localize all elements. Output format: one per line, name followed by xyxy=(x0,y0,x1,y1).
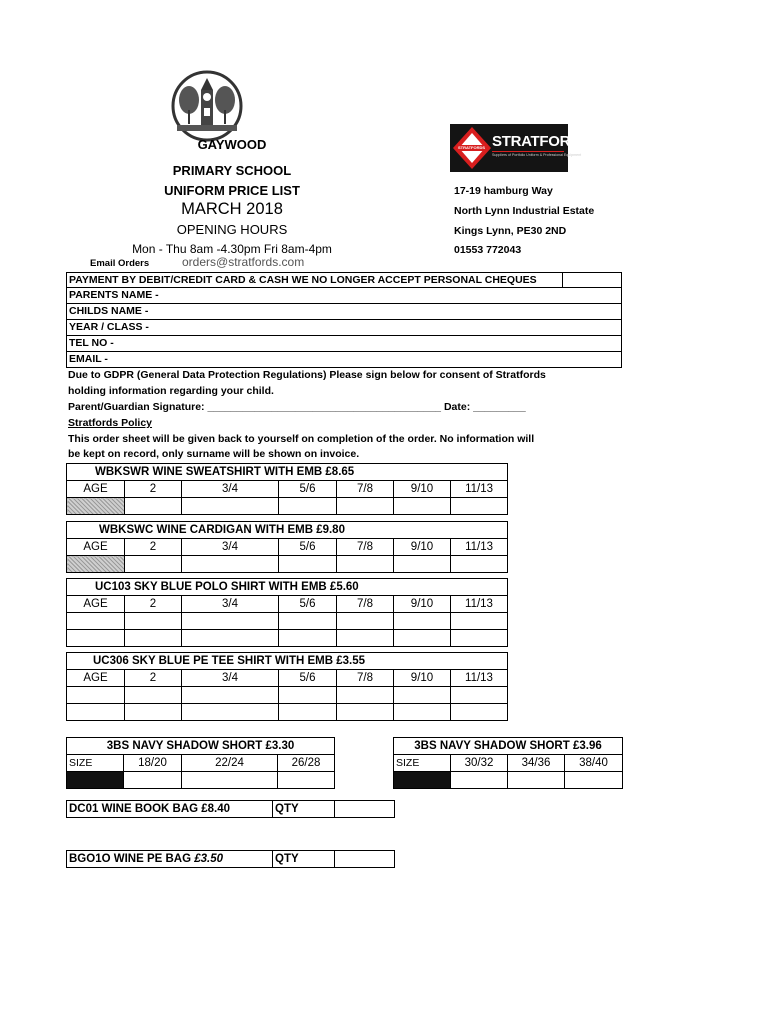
size-option: 5/6 xyxy=(279,670,337,687)
opening-hours-label: OPENING HOURS xyxy=(176,222,288,237)
quantity-cell[interactable] xyxy=(182,772,278,789)
size-option: 2 xyxy=(125,481,182,498)
size-option: 7/8 xyxy=(337,539,394,556)
quantity-cell[interactable] xyxy=(394,613,451,630)
size-header-row xyxy=(67,481,508,498)
quantity-cell[interactable] xyxy=(125,613,182,630)
payment-note: PAYMENT BY DEBIT/CREDIT CARD & CASH WE NO LONGER ACCEPT PERSONAL CHEQUES xyxy=(69,274,537,286)
parents-name-label: PARENTS NAME - xyxy=(69,289,159,301)
quantity-row xyxy=(67,687,508,704)
email-field[interactable] xyxy=(67,352,621,368)
quantity-cell[interactable] xyxy=(394,498,451,515)
price-list-date: MARCH 2018 xyxy=(181,200,283,218)
size-label: SIZE xyxy=(394,755,451,772)
size-option: 7/8 xyxy=(337,596,394,613)
product-name: BGO1O WINE PE BAG xyxy=(69,852,195,865)
size-option: 5/6 xyxy=(279,596,337,613)
quantity-cell[interactable] xyxy=(279,613,337,630)
quantity-cell[interactable] xyxy=(335,851,395,868)
document-title: UNIFORM PRICE LIST xyxy=(164,183,300,198)
quantity-cell[interactable] xyxy=(125,498,182,515)
quantity-row xyxy=(394,772,623,789)
shaded-cell xyxy=(67,772,124,789)
quantity-cell[interactable] xyxy=(394,704,451,721)
quantity-cell[interactable] xyxy=(125,630,182,647)
quantity-cell[interactable] xyxy=(337,704,394,721)
quantity-cell[interactable] xyxy=(451,556,508,573)
product-title: 3BS NAVY SHADOW SHORT £3.96 xyxy=(394,738,623,755)
quantity-cell[interactable] xyxy=(451,687,508,704)
quantity-cell[interactable] xyxy=(125,556,182,573)
address-line-1: 17-19 hamburg Way xyxy=(454,185,553,197)
quantity-cell[interactable] xyxy=(67,687,125,704)
logo-tagline: Suppliers of Portfolio Uniform & Professional Equipment xyxy=(492,153,582,157)
quantity-cell[interactable] xyxy=(125,687,182,704)
size-option: 34/36 xyxy=(508,755,565,772)
size-option: 2 xyxy=(125,670,182,687)
qty-label: QTY xyxy=(273,801,335,818)
quantity-cell[interactable] xyxy=(337,613,394,630)
tel-no-label: TEL NO - xyxy=(69,337,114,349)
size-option: 3/4 xyxy=(182,670,279,687)
size-option: 22/24 xyxy=(182,755,278,772)
email-label: EMAIL - xyxy=(69,353,108,365)
quantity-cell[interactable] xyxy=(182,556,279,573)
quantity-cell[interactable] xyxy=(182,613,279,630)
product-title: WBKSWC WINE CARDIGAN WITH EMB £9.80 xyxy=(67,522,508,539)
year-class-field[interactable] xyxy=(67,320,621,336)
email-orders-label: Email Orders xyxy=(90,258,150,269)
size-option: 5/6 xyxy=(279,539,337,556)
size-option: 11/13 xyxy=(451,539,508,556)
product-title xyxy=(67,851,273,868)
quantity-cell[interactable] xyxy=(451,613,508,630)
size-header-row xyxy=(67,670,508,687)
size-option: 18/20 xyxy=(124,755,182,772)
size-option: 7/8 xyxy=(337,670,394,687)
quantity-row xyxy=(67,704,508,721)
product-title: 3BS NAVY SHADOW SHORT £3.30 xyxy=(67,738,335,755)
quantity-cell[interactable] xyxy=(394,687,451,704)
size-option: 11/13 xyxy=(451,596,508,613)
logo-wordmark: STRATFORDS xyxy=(492,133,591,150)
quantity-cell[interactable] xyxy=(182,704,279,721)
quantity-cell[interactable] xyxy=(279,498,337,515)
size-option: 30/32 xyxy=(451,755,508,772)
gdpr-line-2: holding information regarding your child. xyxy=(68,385,274,397)
size-option: 11/13 xyxy=(451,670,508,687)
quantity-cell[interactable] xyxy=(182,630,279,647)
stratfords-logo xyxy=(450,124,591,172)
quantity-cell[interactable] xyxy=(565,772,623,789)
quantity-cell[interactable] xyxy=(335,801,395,818)
size-option: 26/28 xyxy=(278,755,335,772)
shaded-cell xyxy=(67,498,125,515)
size-option: 9/10 xyxy=(394,481,451,498)
school-name: GAYWOOD xyxy=(197,137,267,152)
size-header-row xyxy=(67,539,508,556)
product-table-sweatshirt xyxy=(66,463,508,515)
product-table-polo-shirt xyxy=(66,578,508,647)
school-type: PRIMARY SCHOOL xyxy=(172,163,292,178)
quantity-cell[interactable] xyxy=(394,630,451,647)
size-option: 5/6 xyxy=(279,481,337,498)
shaded-cell xyxy=(67,556,125,573)
quantity-cell[interactable] xyxy=(451,498,508,515)
tel-no-field[interactable] xyxy=(67,336,621,352)
size-header-row xyxy=(394,755,623,772)
quantity-row xyxy=(67,498,508,515)
size-option: 9/10 xyxy=(394,670,451,687)
quantity-cell[interactable] xyxy=(337,630,394,647)
quantity-cell[interactable] xyxy=(182,498,279,515)
quantity-row xyxy=(67,630,508,647)
policy-line-1: This order sheet will be given back to yourself on completion of the order. No information will xyxy=(68,433,535,445)
address-line-2: North Lynn Industrial Estate xyxy=(454,205,595,217)
opening-hours: Mon - Thu 8am -4.30pm Fri 8am-4pm xyxy=(132,242,332,256)
quantity-cell[interactable] xyxy=(279,687,337,704)
quantity-cell[interactable] xyxy=(279,704,337,721)
childs-name-label: CHILDS NAME - xyxy=(69,305,149,317)
size-option: 7/8 xyxy=(337,481,394,498)
size-option: 3/4 xyxy=(182,539,279,556)
size-option: 11/13 xyxy=(451,481,508,498)
size-label: AGE xyxy=(67,539,125,556)
product-price: £3.50 xyxy=(194,852,224,865)
year-class-label: YEAR / CLASS - xyxy=(69,321,149,333)
product-table-cardigan xyxy=(66,521,508,573)
size-label: AGE xyxy=(67,481,125,498)
quantity-cell[interactable] xyxy=(279,556,337,573)
customer-details-form xyxy=(66,272,622,368)
policy-title: Stratfords Policy xyxy=(68,417,153,429)
supplier-phone: 01553 772043 xyxy=(454,244,522,256)
quantity-cell[interactable] xyxy=(67,704,125,721)
product-title: UC103 SKY BLUE POLO SHIRT WITH EMB £5.60 xyxy=(67,579,508,596)
gdpr-line-1: Due to GDPR (General Data Protection Regulations) Please sign below for consent of Stratfords xyxy=(68,369,546,381)
product-title: WBKSWR WINE SWEATSHIRT WITH EMB £8.65 xyxy=(67,464,508,481)
quantity-cell[interactable] xyxy=(337,687,394,704)
size-label: SIZE xyxy=(67,755,124,772)
quantity-cell[interactable] xyxy=(125,704,182,721)
quantity-cell[interactable] xyxy=(124,772,182,789)
product-table-shorts-large xyxy=(393,737,623,789)
orders-email[interactable]: orders@stratfords.com xyxy=(182,255,305,269)
quantity-row xyxy=(67,772,335,789)
size-header-row xyxy=(67,596,508,613)
size-option: 9/10 xyxy=(394,596,451,613)
size-option: 38/40 xyxy=(565,755,623,772)
quantity-cell[interactable] xyxy=(67,613,125,630)
quantity-cell[interactable] xyxy=(67,630,125,647)
quantity-row xyxy=(67,556,508,573)
quantity-cell[interactable] xyxy=(279,630,337,647)
shaded-cell xyxy=(394,772,451,789)
logo-rule xyxy=(492,151,564,152)
size-label: AGE xyxy=(67,670,125,687)
signature-line[interactable]: Parent/Guardian Signature: ________________________________________ Date: _________ xyxy=(68,401,526,413)
payment-note-row xyxy=(67,272,621,288)
quantity-cell[interactable] xyxy=(451,704,508,721)
size-label: AGE xyxy=(67,596,125,613)
quantity-cell[interactable] xyxy=(508,772,565,789)
product-title: DC01 WINE BOOK BAG £8.40 xyxy=(67,801,273,818)
parents-name-field[interactable] xyxy=(67,288,621,304)
quantity-cell[interactable] xyxy=(451,630,508,647)
size-option: 2 xyxy=(125,539,182,556)
childs-name-field[interactable] xyxy=(67,304,621,320)
qty-label: QTY xyxy=(273,851,335,868)
quantity-cell[interactable] xyxy=(278,772,335,789)
policy-line-2: be kept on record, only surname will be shown on invoice. xyxy=(68,448,360,460)
product-table-pe-tee-shirt xyxy=(66,652,508,721)
product-title: UC306 SKY BLUE PE TEE SHIRT WITH EMB £3.55 xyxy=(67,653,508,670)
quantity-cell[interactable] xyxy=(182,687,279,704)
quantity-cell[interactable] xyxy=(394,556,451,573)
quantity-cell[interactable] xyxy=(451,772,508,789)
size-option: 3/4 xyxy=(182,596,279,613)
quantity-cell[interactable] xyxy=(337,498,394,515)
size-header-row xyxy=(67,755,335,772)
school-crest-logo xyxy=(171,70,243,142)
product-table-shorts-small xyxy=(66,737,335,789)
size-option: 3/4 xyxy=(182,481,279,498)
product-table-pe-bag xyxy=(66,850,395,868)
product-table-book-bag xyxy=(66,800,395,818)
quantity-row xyxy=(67,613,508,630)
quantity-cell[interactable] xyxy=(337,556,394,573)
size-option: 9/10 xyxy=(394,539,451,556)
logo-badge: STRATFORDS xyxy=(458,145,486,150)
size-option: 2 xyxy=(125,596,182,613)
address-line-3: Kings Lynn, PE30 2ND xyxy=(454,225,567,237)
